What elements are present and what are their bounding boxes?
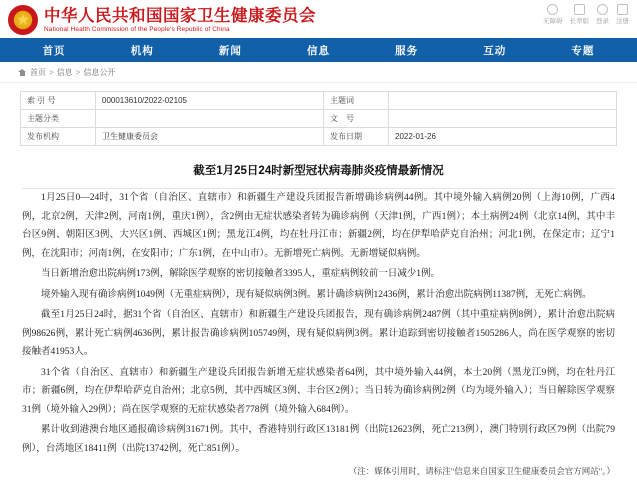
meta-label-keyword: 主题词 <box>324 92 389 110</box>
article-paragraph: 截至1月25日24时，据31个省（自治区、直辖市）和新疆生产建设兵团报告，现有确诊病例2487例（其中重症病例8例），累计治愈出院病例98626例，累计死亡病例4636例，累计报告确诊病例105749例，现有疑似病例3例。累计追踪到密切接触者1505286人，尚在医学观察的密切接触者41953人。 <box>22 310 615 357</box>
meta-label-publisher: 发布机构 <box>21 128 96 146</box>
article-paragraph: 1月25日0—24时，31个省（自治区、直辖市）和新疆生产建设兵团报告新增确诊病例44例。其中境外输入病例20例（上海10例，广西4例，北京2例，天津2例，河南1例，重庆1例），含2例由无症状感染者转为确诊病例（天津1例，广西1例）；本土病例24例（北京14例，其中丰台区9例、朝阳区3例、大兴区1例、西城区1例；黑龙江4例，均在牡丹江市；新疆2例，均在伊犁哈萨克自治州；河北1例，在保定市；辽宁1例，在沈阳市；河南1例，在安阳市；广东1例，在中山市）。无新增死亡病例。无新增疑似病例。 <box>22 193 615 259</box>
meta-value-index: 000013610/2022-02105 <box>96 92 324 110</box>
meta-label-category: 主题分类 <box>21 110 96 128</box>
nav-item-topics[interactable]: 专题 <box>571 44 595 57</box>
site-title-en: National Health Commission of the People's Republic of China <box>44 26 230 33</box>
breadcrumb-item-public-info[interactable]: 信息公开 <box>83 67 116 77</box>
article-body <box>0 188 637 478</box>
site-title-cn: 中华人民共和国国家卫生健康委员会 <box>44 6 316 25</box>
breadcrumb <box>0 62 637 83</box>
header-tool-register[interactable] <box>616 4 629 25</box>
header-tool-label: 长辈版 <box>569 17 589 25</box>
meta-value-keyword <box>389 92 617 110</box>
meta-value-publishdate: 2022-01-26 <box>389 128 617 146</box>
header-tool-accessibility[interactable] <box>543 4 563 25</box>
nav-item-services[interactable]: 服务 <box>395 44 419 57</box>
accessibility-icon <box>547 4 558 15</box>
article-note: （注：媒体引用时，请标注"信息来自国家卫生健康委员会官方网站"。） <box>348 466 615 476</box>
table-row <box>21 128 617 146</box>
nav-item-home[interactable]: 首页 <box>42 44 66 57</box>
header-tool-elder-mode[interactable] <box>570 4 590 25</box>
article-paragraph: 31个省（自治区、直辖市）和新疆生产建设兵团报告新增无症状感染者64例，其中境外输入44例，本土20例（黑龙江9例，均在牡丹江市；新疆6例，均在伊犁哈萨克自治州；北京5例，其中西城区3例、丰台区2例）；当日转为确诊病例2例（均为境外输入）；当日解除医学观察31例（境外输入29例）；尚在医学观察的无症状感染者778例（境外输入684例）。 <box>22 367 615 415</box>
main-nav <box>0 38 637 62</box>
breadcrumb-item-information[interactable]: 信息 <box>56 67 73 77</box>
document-meta <box>0 83 637 146</box>
elder-mode-icon <box>574 4 585 15</box>
meta-value-publisher: 卫生健康委员会 <box>96 128 324 146</box>
meta-label-docnumber: 文 号 <box>324 110 389 128</box>
nav-item-organization[interactable]: 机构 <box>130 44 154 57</box>
article-paragraph: 当日新增治愈出院病例173例，解除医学观察的密切接触者3395人，重症病例较前一日减少1例。 <box>41 269 441 279</box>
login-icon <box>597 4 608 15</box>
article-paragraph: 累计收到港澳台地区通报确诊病例31671例。其中，香港特别行政区13181例（出院12623例，死亡213例），澳门特别行政区79例（出院79例），台湾地区18411例（出院13742例，死亡851例）。 <box>22 425 615 454</box>
header-tools <box>543 4 629 37</box>
page-title: 截至1月25日24时新型冠状病毒肺炎疫情最新情况 <box>193 165 444 177</box>
nav-item-interaction[interactable]: 互动 <box>483 44 507 57</box>
breadcrumb-separator: > <box>49 67 54 77</box>
site-title-block <box>44 6 543 34</box>
header-tool-label: 登录 <box>596 17 609 25</box>
table-row <box>21 92 617 110</box>
header-tool-label: 无障碍 <box>543 17 563 25</box>
site-header <box>0 0 637 38</box>
breadcrumb-separator: > <box>75 67 81 77</box>
article-paragraph: 境外输入现有确诊病例1049例（无重症病例），现有疑似病例3例。累计确诊病例12436例，累计治愈出院病例11387例，无死亡病例。 <box>41 289 592 300</box>
nav-item-information[interactable]: 信息 <box>306 44 330 57</box>
breadcrumb-home[interactable]: 首页 <box>30 67 46 77</box>
header-tool-label: 注册 <box>616 17 629 25</box>
meta-label-publishdate: 发布日期 <box>324 128 389 146</box>
header-tool-login[interactable] <box>596 4 609 25</box>
meta-value-category <box>96 110 324 128</box>
table-row <box>21 110 617 128</box>
meta-value-docnumber <box>389 110 617 128</box>
meta-label-index: 索 引 号 <box>21 92 96 110</box>
meta-table <box>20 91 617 146</box>
national-emblem-icon <box>8 5 38 35</box>
register-icon <box>617 4 628 15</box>
home-icon <box>18 68 26 76</box>
nav-item-news[interactable]: 新闻 <box>218 44 242 57</box>
